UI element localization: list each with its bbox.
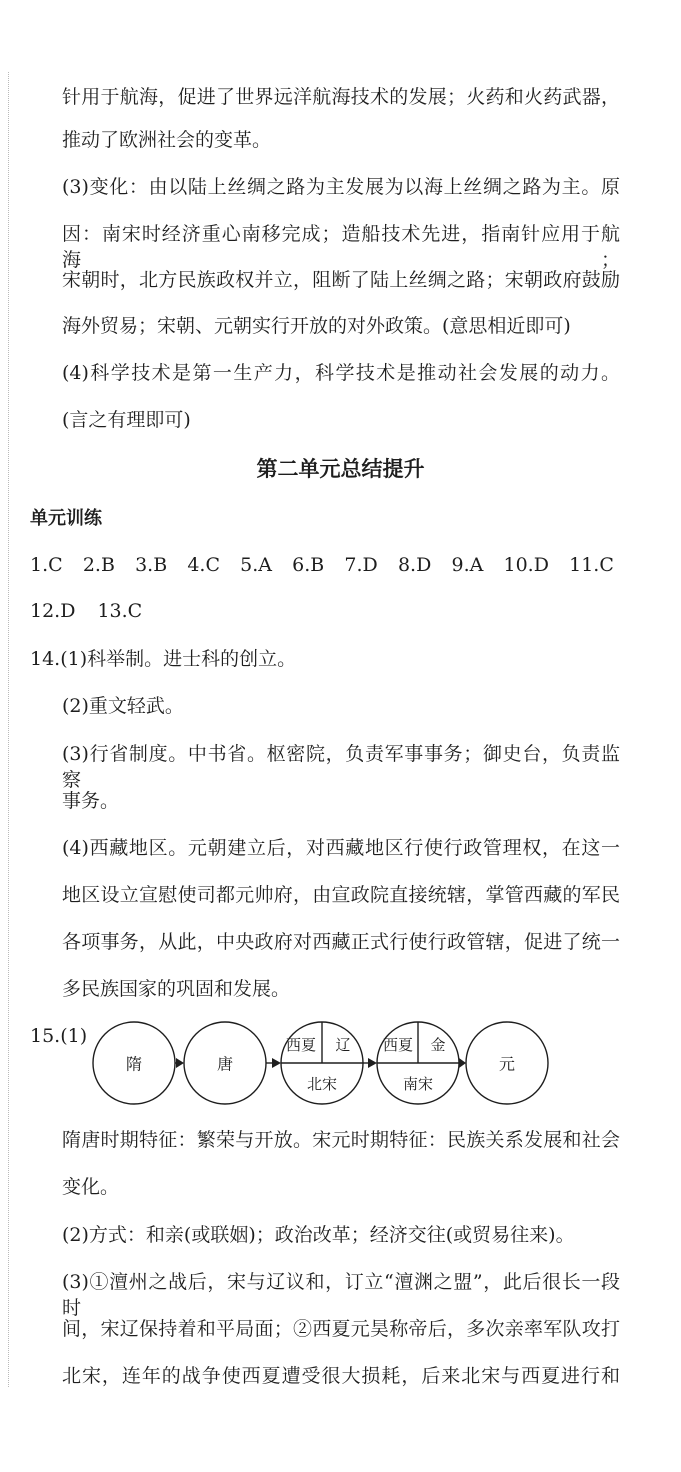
choice-answer: 3.B: [135, 554, 168, 576]
prev-answer-line: 针用于航海，促进了世界远洋航海技术的发展；火药和火药武器，: [62, 86, 620, 108]
q15-line: (3)①澶州之战后，宋与辽议和，订立“澶渊之盟”，此后很长一段时: [62, 1271, 620, 1319]
choice-answer: 1.C: [30, 554, 63, 576]
node-label-yuan: 元: [498, 1054, 516, 1074]
choice-answers-row: [30, 598, 142, 624]
prev-answer-line: (4)科学技术是第一生产力，科学技术是推动社会发展的动力。: [62, 362, 620, 384]
arrow-head-icon: [459, 1058, 466, 1068]
arrow-head-icon: [272, 1058, 281, 1068]
prev-answer-line: (3)变化：由以陆上丝绸之路为主发展为以海上丝绸之路为主。原: [62, 176, 620, 198]
q14-line: 事务。: [62, 790, 120, 812]
q14-line: (2)重文轻武。: [62, 695, 184, 717]
node-label-liao: 辽: [335, 1036, 351, 1054]
choice-answer: 2.B: [82, 554, 115, 576]
choice-answers-row: [30, 552, 614, 578]
q14-line: 多民族国家的巩固和发展。: [62, 978, 291, 1000]
dynasty-sequence-diagram: [0, 1010, 681, 1120]
section-heading: 单元训练: [30, 508, 102, 529]
node-label-southern-song: 南宋: [402, 1075, 434, 1093]
node-label-western-xia: 西夏: [285, 1036, 317, 1054]
prev-answer-line: 因：南宋时经济重心南移完成；造船技术先进，指南针应用于航海；: [62, 223, 620, 271]
choice-answer: 4.C: [187, 554, 220, 576]
q14-line: 14.(1)科举制。进士科的创立。: [30, 648, 297, 670]
choice-answer: 10.D: [503, 554, 549, 576]
q15-line: (2)方式：和亲(或联姻)；政治改革；经济交往(或贸易往来)。: [62, 1224, 575, 1246]
unit-title: 第二单元总结提升: [256, 457, 425, 481]
choice-answer: 9.A: [451, 554, 484, 576]
page-gutter-dotted-line: [8, 72, 9, 1387]
node-label-northern-song: 北宋: [306, 1075, 338, 1093]
choice-answer: 11.C: [569, 554, 614, 576]
choice-answer: 5.A: [240, 554, 273, 576]
node-label-sui: 隋: [125, 1054, 143, 1074]
node-label-tang: 唐: [216, 1054, 234, 1074]
q15-line: 间，宋辽保持着和平局面；②西夏元昊称帝后，多次亲率军队攻打: [62, 1318, 620, 1340]
prev-answer-line: 海外贸易；宋朝、元朝实行开放的对外政策。(意思相近即可): [62, 315, 571, 337]
q15-line: 隋唐时期特征：繁荣与开放。宋元时期特征：民族关系发展和社会: [62, 1129, 620, 1151]
arrow-head-icon: [368, 1058, 377, 1068]
q14-line: 地区设立宣慰使司都元帅府，由宣政院直接统辖，掌管西藏的军民: [62, 884, 620, 906]
choice-answer: 6.B: [292, 554, 325, 576]
q14-line: (3)行省制度。中书省。枢密院，负责军事事务；御史台，负责监察: [62, 743, 620, 791]
choice-answer: 8.D: [397, 554, 432, 576]
prev-answer-line: 推动了欧洲社会的变革。: [62, 129, 272, 151]
node-label-jin: 金: [430, 1036, 446, 1054]
q15-line: 北宋，连年的战争使西夏遭受很大损耗，后来北宋与西夏进行和: [62, 1365, 620, 1387]
choice-answer: 7.D: [344, 554, 378, 576]
q14-line: 各项事务，从此，中央政府对西藏正式行使行政管辖，促进了统一: [62, 931, 620, 953]
choice-answer: 13.C: [97, 600, 143, 622]
prev-answer-line: 宋朝时，北方民族政权并立，阻断了陆上丝绸之路；宋朝政府鼓励: [62, 269, 620, 291]
arrow-head-icon: [176, 1058, 184, 1068]
q15-label: 15.(1): [30, 1025, 88, 1047]
node-label-western-xia: 西夏: [382, 1036, 414, 1054]
prev-answer-line: (言之有理即可): [62, 409, 191, 431]
q14-line: (4)西藏地区。元朝建立后，对西藏地区行使行政管理权，在这一: [62, 837, 620, 859]
q15-line: 变化。: [62, 1176, 120, 1198]
choice-answer: 12.D: [30, 600, 76, 622]
